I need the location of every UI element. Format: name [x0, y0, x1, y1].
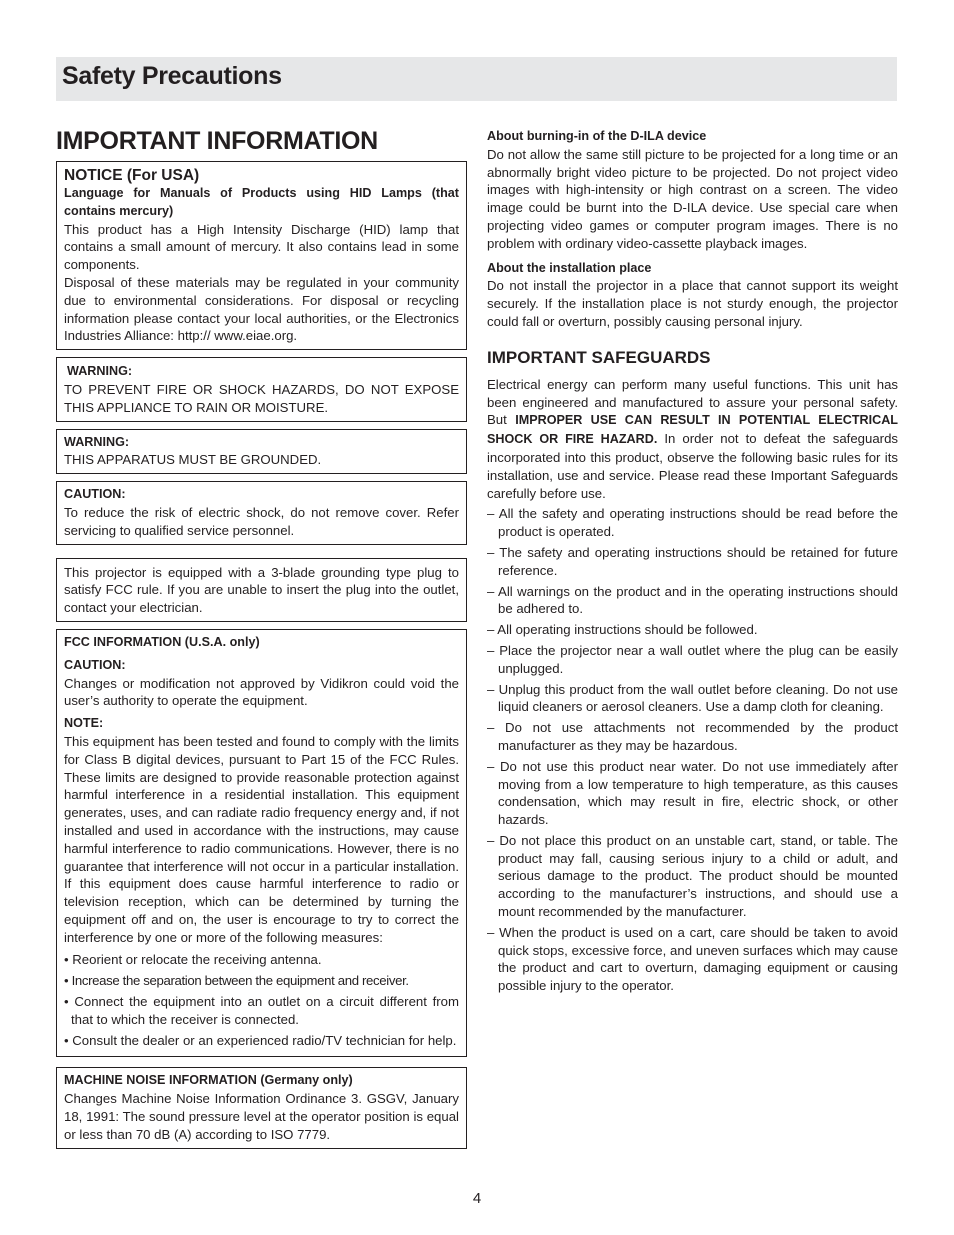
fcc-heading: FCC INFORMATION (U.S.A. only): [64, 634, 260, 649]
header-bar: [56, 57, 897, 101]
installation-heading: About the installation place: [487, 260, 652, 275]
noise-box: [56, 1067, 467, 1148]
list-item: – When the product is used on a cart, care should be taken to avoid quick stops, excessive force, and uneven surfaces which may cause the product and cart to overturn, damaging equipment or causing possible injury to the operator.: [487, 924, 898, 994]
warning-box-moisture: [56, 357, 467, 421]
fcc-measures-list: [64, 951, 459, 1049]
safeguards-list: [487, 505, 898, 995]
notice-heading: NOTICE (For USA): [64, 167, 200, 184]
safeguards-heading: IMPORTANT SAFEGUARDS: [487, 347, 711, 367]
fcc-note-label: NOTE:: [64, 716, 104, 731]
caution-box: [56, 481, 467, 544]
list-item: – Do not use attachments not recommended by the product manufacturer as they may be hazardous.: [487, 720, 898, 753]
left-column: [56, 127, 467, 1156]
list-item: – Do not use this product near water. Do not use immediately after moving from a low temperature to high temperature, as this causes condensation, which may result in fire, electric shock, or other hazards.: [487, 758, 898, 828]
list-item: – All warnings on the product and in the operating instructions should be adhered to.: [487, 583, 898, 617]
list-item: • Connect the equipment into an outlet on a circuit different from that to which the receiver is connected.: [64, 994, 459, 1027]
intro-bold-text: IMPROPER USE CAN RESULT IN POTENTIAL ELECTRICAL SHOCK OR FIRE HAZARD.: [487, 413, 898, 447]
page-title: Safety Precautions: [62, 62, 282, 90]
list-item: – All operating instructions should be followed.: [487, 622, 758, 638]
list-item: – Place the projector near a wall outlet where the plug can be easily unplugged.: [487, 642, 898, 676]
fcc-note-text: This equipment has been tested and found to comply with the limits for Class B digital devices, pursuant to Part 15 of the FCC Rules. These limits are designed to provide reasonable protection against harmful interference in a residential installation. This equipment generates, uses, and can radiate radio frequency energy and, if not installed and used in accordance with the instructions, may cause harmful interference to radio communications. However, there is no guarantee that interference will not occur in a particular installation. If this equipment does cause harmful interference to radio or television reception, which can be determined by turning the equipment off and on, the user is encourage to try to correct the interference by one or more of the following measures:: [64, 733, 459, 945]
notice-subheading: Language for Manuals of Products using HID Lamps (that contains mercury): [64, 186, 459, 218]
caution-text: To reduce the risk of electric shock, do not remove cover. Refer servicing to qualified service personnel.: [64, 504, 459, 538]
fcc-box: [56, 629, 467, 1058]
notice-paragraph: Disposal of these materials may be regulated in your community due to environmental considerations. For disposal or recycling information please contact your local authorities, or the Electronics Industries Alliance: http:// www.eiae.org.: [64, 274, 459, 344]
list-item: • Increase the separation between the equipment and receiver.: [64, 973, 409, 989]
list-item: • Reorient or relocate the receiving antenna.: [64, 952, 322, 968]
section-title: IMPORTANT INFORMATION: [56, 127, 378, 155]
intro-text: In order not to defeat the safeguards incorporated into this product, observe the following basic rules for its installation, use and service. Please read these Important Safeguards carefully before use.: [487, 431, 898, 501]
list-item: • Consult the dealer or an experienced radio/TV technician for help.: [64, 1032, 457, 1048]
noise-heading: MACHINE NOISE INFORMATION (Germany only): [64, 1073, 353, 1088]
warning-text: TO PREVENT FIRE OR SHOCK HAZARDS, DO NOT EXPOSE THIS APPLIANCE TO RAIN OR MOISTURE.: [64, 381, 459, 415]
caution-label: CAUTION:: [64, 487, 126, 502]
burnin-section: [487, 128, 898, 253]
notice-paragraph: This product has a High Intensity Discharge (HID) lamp that contains a small amount of mercury. It also contains lead in some components.: [64, 221, 459, 273]
warning-label: WARNING:: [64, 434, 130, 449]
list-item: – Do not place this product on an unstable cart, stand, or table. The product may fall, causing serious injury to a child or adult, and serious damage to the product. The product should be mounted according to the manufacturer’s instructions, and should use a mount recommended by the manufacturer.: [487, 832, 898, 920]
burnin-text: Do not allow the same still picture to be projected for a long time or an abnormally bright video picture to be projected. Do not project video images with high-intensity or high contrast on a screen. The video image could be burnt into the D-ILA device. Use special care when projecting video games or computer program images. There is no problem with ordinary video-cassette playback images.: [487, 146, 898, 251]
intro-text: Electrical energy can perform many useful functions. This unit has been engineered and manufactured to assure your personal safety. But: [487, 376, 898, 428]
fcc-caution-label: CAUTION:: [64, 657, 126, 672]
safeguards-intro: [487, 376, 898, 503]
noise-text: Changes Machine Noise Information Ordinance 3. GSGV, January 18, 1991: The sound pressure level at the operator position is equal or less than 70 dB (A) according to ISO 7779.: [64, 1091, 459, 1142]
installation-section: [487, 260, 898, 331]
warning-text: THIS APPARATUS MUST BE GROUNDED.: [64, 452, 322, 468]
warning-box-grounded: [56, 429, 467, 475]
plug-box: [56, 558, 467, 622]
burnin-heading: About burning-in of the D-ILA device: [487, 129, 707, 143]
plug-text: This projector is equipped with a 3-blade grounding type plug to satisfy FCC rule. If you are unable to insert the plug into the outlet, contact your electrician.: [64, 564, 459, 616]
right-column: [487, 128, 898, 998]
list-item: – All the safety and operating instructions should be read before the product is operated.: [487, 506, 898, 540]
notice-box: [56, 161, 467, 350]
installation-text: Do not install the projector in a place that cannot support its weight securely. If the installation place is not sturdy enough, the projector could fall or overturn, possibly causing personal injury.: [487, 278, 898, 329]
fcc-caution-text: Changes or modification not approved by Vidikron could void the user’s authority to operate the equipment.: [64, 675, 459, 709]
list-item: – Unplug this product from the wall outlet before cleaning. Do not use liquid cleaners or aerosol cleaners. Use a damp cloth for cleaning.: [487, 681, 898, 715]
warning-label: WARNING:: [67, 364, 133, 379]
page-number: 4: [472, 1190, 482, 1207]
list-item: – The safety and operating instructions should be retained for future reference.: [487, 544, 898, 578]
